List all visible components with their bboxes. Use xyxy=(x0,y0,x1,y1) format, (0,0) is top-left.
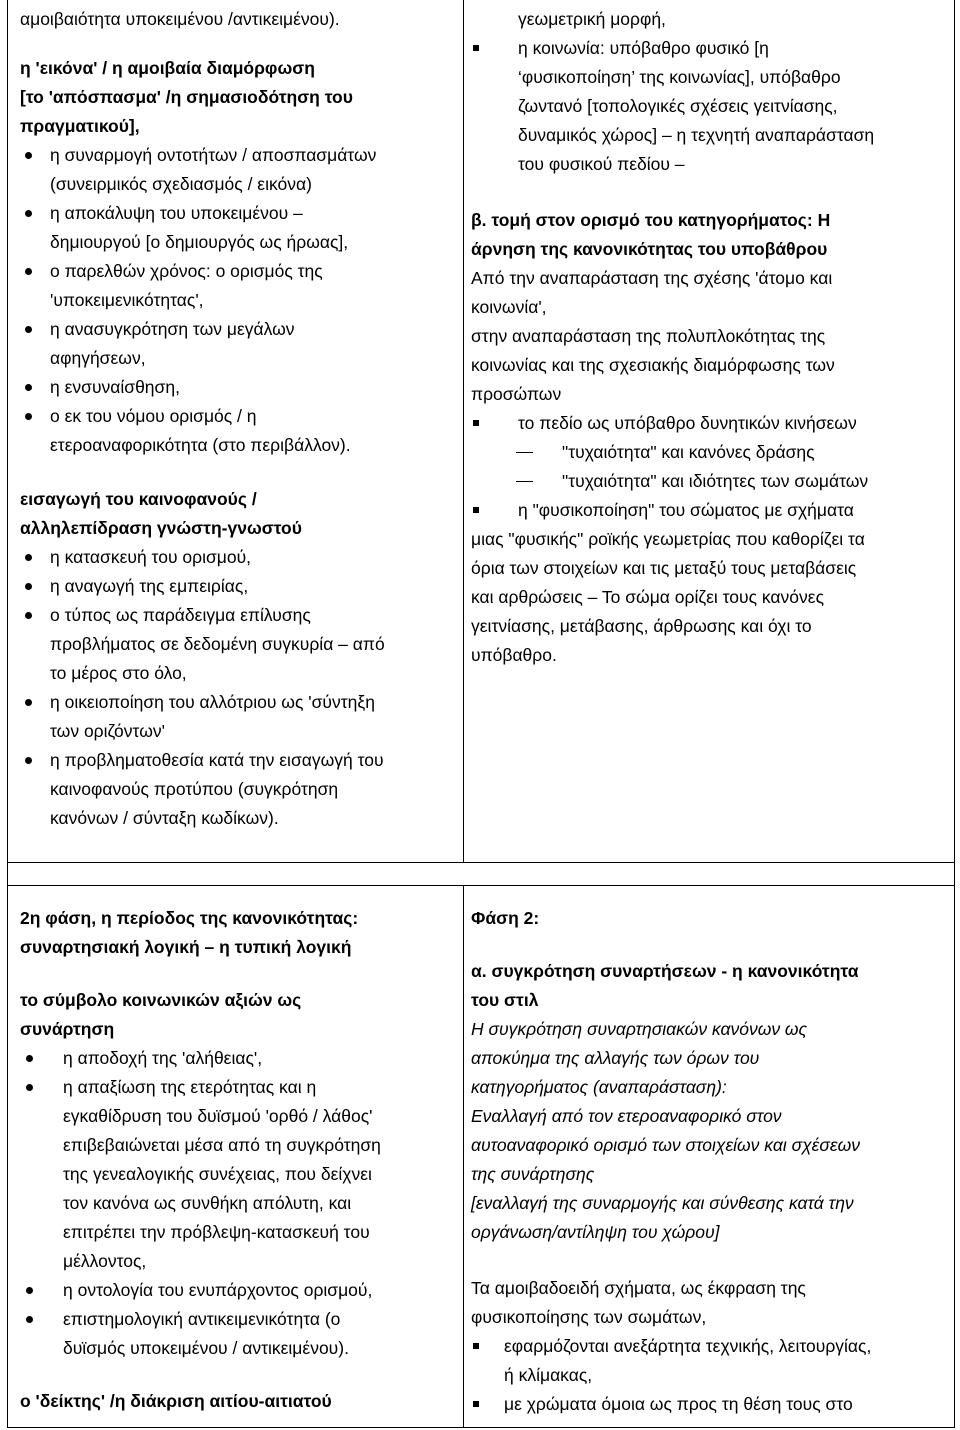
list-item-cont: ‘φυσικοποίηση’ της κοινωνίας], υπόβαθρο xyxy=(518,67,841,87)
list-item: ο εκ του νόμου ορισμός / η xyxy=(20,402,460,431)
list-item: η αναγωγή της εμπειρίας, xyxy=(20,572,460,601)
bullet-icon xyxy=(26,1055,33,1062)
list-item: η ενσυναίσθηση, xyxy=(20,373,460,402)
section-heading: η 'εικόνα' / η αμοιβαία διαμόρφωση xyxy=(20,58,315,78)
list-item: η "φυσικοποίηση" του σώματος με σχήματα xyxy=(471,496,951,525)
cell-top-left xyxy=(20,5,460,833)
cell-top-right xyxy=(471,5,951,670)
list-item: εφαρμόζονται ανεξάρτητα τεχνικής, λειτουργίας, xyxy=(471,1332,951,1361)
list-item-cont: επιβεβαιώνεται μέσα από τη συγκρότηση xyxy=(63,1135,381,1155)
list-item-cont: δυναμικός χώρος] – η τεχνητή αναπαράσταση xyxy=(518,125,875,145)
section-heading: άρνηση της κανονικότητας του υποβάθρου xyxy=(471,239,828,259)
italic-text-line: Εναλλαγή από τον ετεροαναφορικό στον xyxy=(471,1106,782,1126)
list-item-cont: καινοφανούς προτύπου (συγκρότηση xyxy=(50,779,339,799)
section-heading: α. συγκρότηση συναρτήσεων - η κανονικότητα xyxy=(471,961,859,981)
bullet-icon xyxy=(25,152,32,159)
list-item: η οικειοποίηση του αλλότριου ως 'σύντηξη xyxy=(20,688,460,717)
bullet-icon xyxy=(25,210,32,217)
bullet-icon xyxy=(25,583,32,590)
bullet-icon xyxy=(25,326,32,333)
list-item-cont: (συνειρμικός σχεδιασμός / εικόνα) xyxy=(50,174,312,194)
dash-bullet-icon xyxy=(516,452,533,453)
list-item-cont: 'υποκειμενικότητας', xyxy=(50,290,204,310)
row-divider-bottom xyxy=(7,862,955,863)
list-item: ο παρελθών χρόνος: ο ορισμός της xyxy=(20,257,460,286)
list-item-cont: αφηγήσεων, xyxy=(50,348,146,368)
italic-text-line: κατηγορήματος (αναπαράσταση): xyxy=(471,1077,727,1097)
list-item: με χρώματα όμοια ως προς τη θέση τους στο xyxy=(471,1390,951,1419)
list-item-cont: του φυσικού πεδίου – xyxy=(518,154,685,174)
italic-text-line: Η συγκρότηση συναρτησιακών κανόνων ως xyxy=(471,1019,808,1039)
text-line: φυσικοποίησης των σωμάτων, xyxy=(471,1307,707,1327)
list-item-cont: εγκαθίδρυση του δυϊσμού 'ορθό / λάθος' xyxy=(63,1106,373,1126)
list-item: η κοινωνία: υπόβαθρο φυσικό [η xyxy=(471,34,951,63)
section-heading: του στιλ xyxy=(471,990,539,1010)
list-item-cont: μέλλοντος, xyxy=(63,1251,147,1271)
italic-text-line: αποκύημα της αλλαγής των όρων του xyxy=(471,1048,760,1068)
text-line: Τα αμοιβαδοειδή σχήματα, ως έκφραση της xyxy=(471,1278,806,1298)
bullet-icon xyxy=(25,554,32,561)
bullet-icon xyxy=(26,1084,33,1091)
list-item: η κατασκευή του ορισμού, xyxy=(20,543,460,572)
sub-list-item: "τυχαιότητα" και κανόνες δράσης xyxy=(471,438,951,467)
text-line: αμοιβαιότητα υποκειμένου /αντικειμένου). xyxy=(20,9,340,29)
square-bullet-icon xyxy=(473,1343,479,1349)
cell-bottom-right xyxy=(471,904,951,1419)
list-item: το πεδίο ως υπόβαθρο δυνητικών κινήσεων xyxy=(471,409,951,438)
text-line: Από την αναπαράσταση της σχέσης 'άτομο και xyxy=(471,268,833,288)
list-item-cont: της γενεαλογικής συνέχειας, που δείχνει xyxy=(63,1164,372,1184)
list-item: η αποκάλυψη του υποκειμένου – xyxy=(20,199,460,228)
section-heading: αλληλεπίδραση γνώστη-γνωστού xyxy=(20,518,302,538)
section-heading: πραγματικού], xyxy=(20,116,140,136)
section-heading: συναρτησιακή λογική – η τυπική λογική xyxy=(20,937,352,957)
italic-text-line: [εναλλαγή της συναρμογής και σύνθεσης κατά την xyxy=(471,1193,854,1213)
text-line: και αρθρώσεις – Το σώμα ορίζει τους κανόνες xyxy=(471,587,825,607)
list-item-cont: κανόνων / σύνταξη κωδίκων). xyxy=(50,808,279,828)
text-line: προσώπων xyxy=(471,384,562,404)
list-item: ο τύπος ως παράδειγμα επίλυσης xyxy=(20,601,460,630)
italic-text-line: οργάνωση/αντίληψη του χώρου] xyxy=(471,1222,720,1242)
list-item-cont: ζωντανό [τοπολογικές σχέσεις γειτνίασης, xyxy=(518,96,838,116)
bullet-icon xyxy=(25,699,32,706)
section-heading: 2η φάση, η περίοδος της κανονικότητας: xyxy=(20,908,359,928)
section-heading: Φάση 2: xyxy=(471,908,540,928)
text-line: γειτνίασης, μετάβασης, άρθρωσης και όχι το xyxy=(471,616,812,636)
square-bullet-icon xyxy=(473,45,479,51)
section-heading: εισαγωγή του καινοφανούς / xyxy=(20,489,257,509)
bullet-icon xyxy=(25,268,32,275)
text-line: στην αναπαράσταση της πολυπλοκότητας της xyxy=(471,326,826,346)
square-bullet-icon xyxy=(473,507,479,513)
bullet-icon xyxy=(25,413,32,420)
column-divider-bottom xyxy=(463,885,464,1428)
list-item-cont: γεωμετρική μορφή, xyxy=(518,9,666,29)
bullet-icon xyxy=(26,1316,33,1323)
bullet-icon xyxy=(25,757,32,764)
text-line: κοινωνία', xyxy=(471,297,547,317)
text-line: μιας "φυσικής" ροϊκής γεωμετρίας που καθορίζει τα xyxy=(471,529,865,549)
bullet-icon xyxy=(25,384,32,391)
list-item-cont: των οριζόντων' xyxy=(50,721,165,741)
list-item-cont: επιτρέπει την πρόβλεψη-κατασκευή του xyxy=(63,1222,370,1242)
list-item: η προβληματοθεσία κατά την εισαγωγή του xyxy=(20,746,460,775)
row-divider-top xyxy=(7,885,955,886)
square-bullet-icon xyxy=(473,420,479,426)
italic-text-line: αυτοαναφορικό ορισμό των στοιχείων και σχέσεων xyxy=(471,1135,860,1155)
bullet-icon xyxy=(25,612,32,619)
text-line: κοινωνίας και της σχεσιακής διαμόρφωσης των xyxy=(471,355,835,375)
section-heading: [το 'απόσπασμα' /η σημασιοδότηση του xyxy=(20,87,353,107)
square-bullet-icon xyxy=(473,1401,479,1407)
list-item: η αποδοχή της 'αλήθειας', xyxy=(20,1044,460,1073)
section-heading: συνάρτηση xyxy=(20,1019,115,1039)
list-item: η απαξίωση της ετερότητας και η xyxy=(20,1073,460,1102)
list-item-cont: δημιουργού [ο δημιουργός ως ήρωας], xyxy=(50,232,349,252)
list-item: η οντολογία του ενυπάρχοντος ορισμού, xyxy=(20,1276,460,1305)
list-item-cont: δυϊσμός υποκειμένου / αντικειμένου). xyxy=(63,1338,349,1358)
list-item: επιστημολογική αντικειμενικότητα (ο xyxy=(20,1305,460,1334)
list-item: η συναρμογή οντοτήτων / αποσπασμάτων xyxy=(20,141,460,170)
bullet-icon xyxy=(26,1287,33,1294)
section-heading: β. τομή στον ορισμό του κατηγορήματος: Η xyxy=(471,210,831,230)
dash-bullet-icon xyxy=(516,481,533,482)
text-line: όρια των στοιχείων και τις μεταξύ τους μεταβάσεις xyxy=(471,558,857,578)
list-item-cont: τον κανόνα ως συνθήκη απόλυτη, και xyxy=(63,1193,352,1213)
list-item-cont: ή κλίμακας, xyxy=(504,1365,593,1385)
list-item-cont: το μέρος στο όλο, xyxy=(50,663,187,683)
italic-text-line: της συνάρτησης xyxy=(471,1164,595,1184)
section-heading: ο 'δείκτης' /η διάκριση αιτίου-αιτιατού xyxy=(20,1391,332,1411)
cell-bottom-left xyxy=(20,904,460,1416)
list-item-cont: προβλήματος σε δεδομένη συγκυρία – από xyxy=(50,634,385,654)
text-line: υπόβαθρο. xyxy=(471,645,557,665)
sub-list-item: "τυχαιότητα" και ιδιότητες των σωμάτων xyxy=(471,467,951,496)
list-item: η ανασυγκρότηση των μεγάλων xyxy=(20,315,460,344)
column-divider-top xyxy=(463,0,464,862)
list-item-cont: ετεροαναφορικότητα (στο περιβάλλον). xyxy=(50,435,351,455)
section-heading: το σύμβολο κοινωνικών αξιών ως xyxy=(20,990,302,1010)
